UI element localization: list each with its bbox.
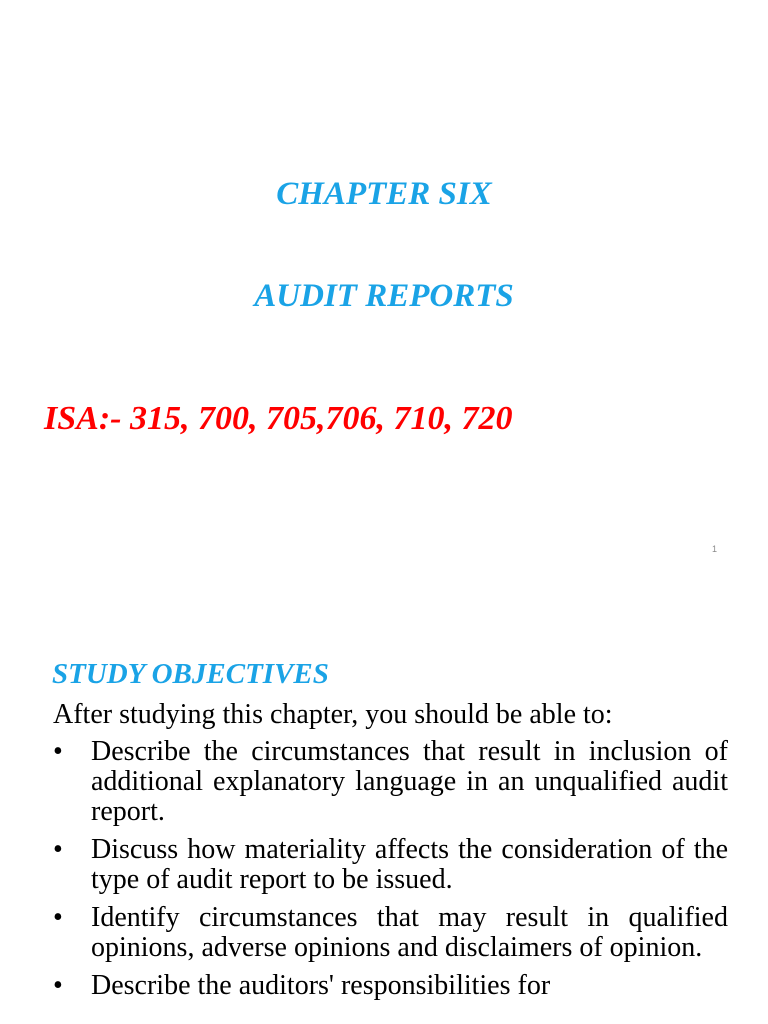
bullet-icon: • (53, 834, 63, 865)
objective-text: Describe the circumstances that result in inclusion of additional explanatory language in an unqualified audit report. (91, 736, 728, 827)
objective-text: Identify circumstances that may result in qualified opinions, adverse opinions and disclaimers of opinion. (91, 902, 728, 963)
bullet-icon: • (53, 970, 63, 1001)
bullet-icon: • (53, 902, 63, 933)
objective-item (52, 737, 728, 827)
slide-2 (0, 576, 768, 1024)
chapter-title: CHAPTER SIX (276, 176, 492, 212)
objective-item (52, 903, 728, 963)
objective-item (52, 971, 728, 1001)
isa-standards-line: ISA:- 315, 700, 705,706, 710, 720 (44, 400, 513, 437)
objective-text: Discuss how materiality affects the consideration of the type of audit report to be issued. (91, 834, 728, 895)
objective-text: Describe the auditors' responsibilities for (91, 970, 551, 1001)
objectives-intro: After studying this chapter, you should be able to: (53, 699, 613, 730)
bullet-icon: • (53, 736, 63, 767)
objectives-list (52, 737, 728, 1009)
study-objectives-heading: STUDY OBJECTIVES (52, 658, 329, 690)
page-number: 1 (712, 544, 718, 554)
objective-item (52, 835, 728, 895)
chapter-subtitle: AUDIT REPORTS (254, 278, 514, 314)
